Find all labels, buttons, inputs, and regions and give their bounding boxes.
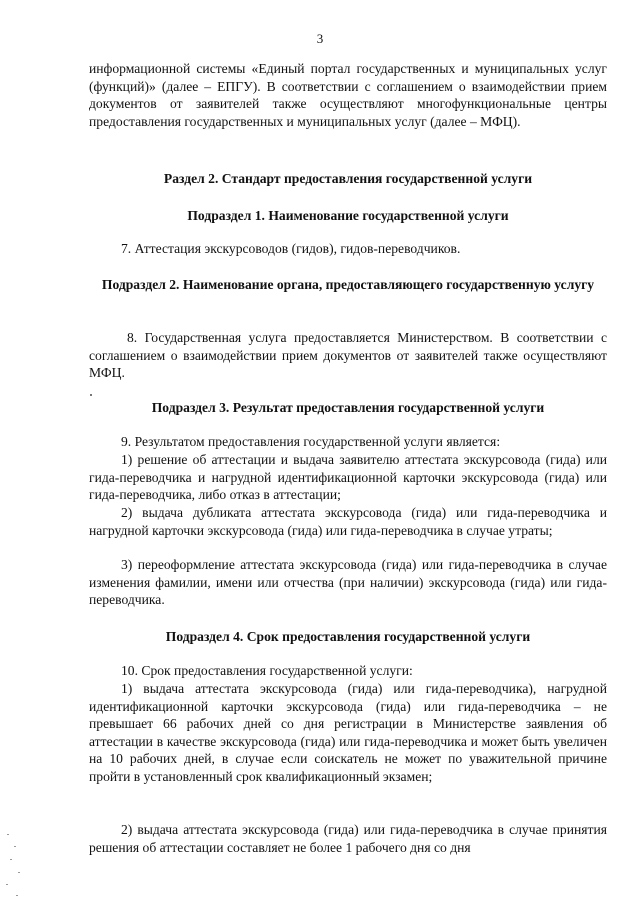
paragraph-9: 9. Результатом предоставления государственной услуги является: bbox=[121, 434, 501, 449]
paragraph-10-item-1: 1) выдача аттестата экскурсовода (гида) или гида-переводчика), нагрудной идентификационной карточки экскурсовода (гида) или гида-переводчика – не превышает 66 рабочих дней со дня регистрации в Министерстве заявления об аттестации в качестве экскурсовода (гида) или гида-переводчика и может быть увеличен на 10 рабочих дней, в случае если соискатель не может по уважительной причине пройти в установленный срок квалификационный экзамен; bbox=[89, 681, 607, 784]
scan-noise bbox=[4, 832, 26, 902]
subsection-1-heading: Подраздел 1. Наименование государственной услуги bbox=[187, 208, 509, 223]
paragraph-7: 7. Аттестация экскурсоводов (гидов), гидов-переводчиков. bbox=[121, 241, 461, 256]
paragraph-9-item-2: 2) выдача дубликата аттестата экскурсовода (гида) или гида-переводчика и нагрудной карточки экскурсовода (гида) или гида-переводчика в случае утраты; bbox=[89, 505, 607, 538]
paragraph-10-item-2: 2) выдача аттестата экскурсовода (гида) или гида-переводчика в случае принятия решения об аттестации составляет не более 1 рабочего дня со дня bbox=[89, 822, 607, 855]
paragraph-9-item-3: 3) переоформление аттестата экскурсовода (гида) или гида-переводчика в случае изменения фамилии, имени или отчества (при наличии) экскурсовода (гида) или гида-переводчика. bbox=[89, 557, 607, 608]
paragraph-intro: информационной системы «Единый портал государственных и муниципальных услуг (функций)» (далее – ЕПГУ). В соответствии с соглашением о взаимодействии прием документов от заявителей также осуществляют многофункциональные центры предоставления государственных и муниципальных услуг (далее – МФЦ). bbox=[89, 61, 607, 129]
subsection-4-heading: Подраздел 4. Срок предоставления государственной услуги bbox=[165, 629, 531, 644]
page-number: 3 bbox=[316, 31, 324, 46]
stray-mark bbox=[90, 394, 92, 396]
subsection-2-heading: Подраздел 2. Наименование органа, предоставляющего государственную услугу bbox=[101, 277, 595, 292]
paragraph-9-item-1: 1) решение об аттестации и выдача заявителю аттестата экскурсовода (гида) или гида-переводчика и нагрудной идентификационной карточки экскурсовода (гида) или гида-переводчика, либо отказ в аттестации; bbox=[89, 452, 607, 503]
paragraph-8: 8. Государственная услуга предоставляется Министерством. В соответствии с соглашением о взаимодействии прием документов от заявителей также осуществляют МФЦ. bbox=[89, 330, 607, 381]
subsection-3-heading: Подраздел 3. Результат предоставления государственной услуги bbox=[151, 400, 545, 415]
section-2-heading: Раздел 2. Стандарт предоставления государственной услуги bbox=[163, 171, 533, 186]
paragraph-10: 10. Срок предоставления государственной услуги: bbox=[121, 663, 413, 678]
